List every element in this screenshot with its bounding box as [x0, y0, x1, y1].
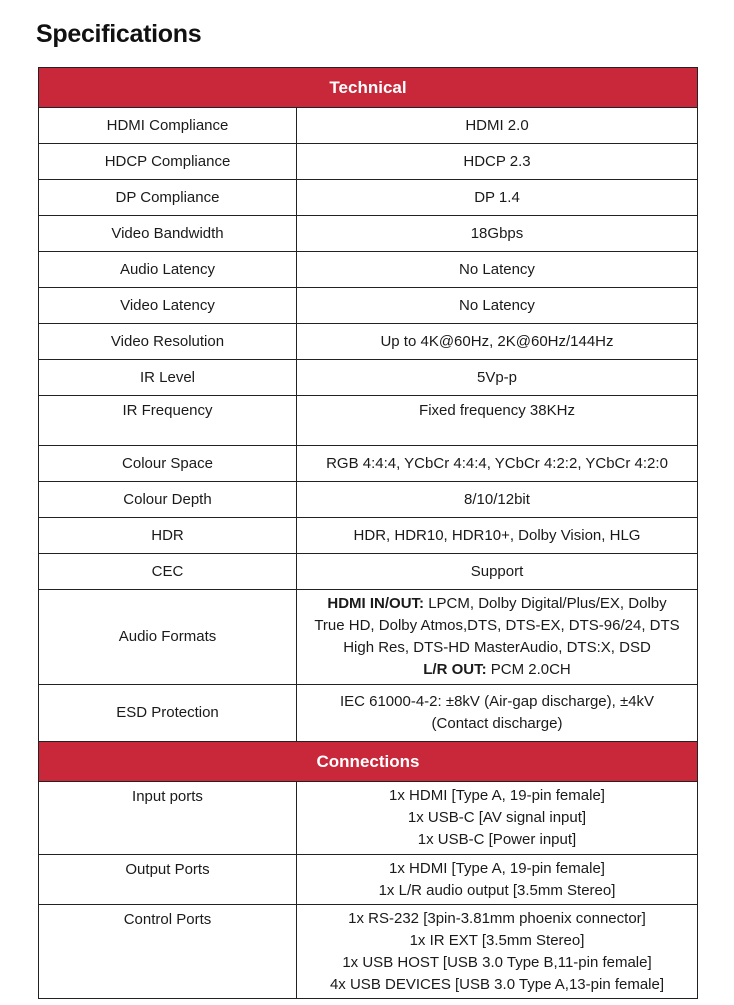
audio-formats-value	[297, 590, 698, 685]
spec-value: 18Gbps	[297, 216, 698, 252]
spec-label: Video Latency	[39, 288, 297, 324]
connections-section-header	[39, 742, 698, 782]
table-row	[39, 554, 698, 590]
spec-value: Support	[297, 554, 698, 590]
port-line: 1x USB HOST [USB 3.0 Type B,11-pin female]	[342, 953, 652, 971]
spec-label: HDR	[39, 518, 297, 554]
spec-value: Fixed frequency 38KHz	[297, 396, 698, 446]
port-line: 1x RS-232 [3pin-3.81mm phoenix connector]	[348, 909, 646, 927]
table-row-output-ports	[39, 855, 698, 905]
hdmi-formats-text: LPCM, Dolby Digital/Plus/EX, Dolby	[424, 595, 667, 612]
spec-label: Audio Latency	[39, 252, 297, 288]
spec-label: Colour Space	[39, 446, 297, 482]
control-ports-value	[297, 905, 698, 999]
table-row	[39, 446, 698, 482]
spec-label: Audio Formats	[39, 590, 297, 685]
spec-label: IR Frequency	[39, 396, 297, 446]
port-line: 1x USB-C [Power input]	[417, 831, 577, 848]
audio-formats-line: High Res, DTS-HD MasterAudio, DTS:X, DSD	[343, 639, 651, 656]
port-line: 1x L/R audio output [3.5mm Stereo]	[378, 881, 616, 899]
spec-label: Input ports	[39, 782, 297, 855]
port-line: 4x USB DEVICES [USB 3.0 Type A,13-pin female]	[329, 975, 665, 993]
audio-formats-line	[303, 659, 691, 681]
spec-value: HDCP 2.3	[297, 144, 698, 180]
table-row-input-ports	[39, 782, 698, 855]
table-row	[39, 482, 698, 518]
table-row-esd	[39, 685, 698, 742]
table-row-audio-formats	[39, 590, 698, 685]
spec-label: Control Ports	[39, 905, 297, 999]
audio-formats-line: True HD, Dolby Atmos,DTS, DTS-EX, DTS-96/24, DTS	[314, 617, 680, 634]
spec-label: Video Bandwidth	[39, 216, 297, 252]
input-ports-value	[297, 782, 698, 855]
spec-value: HDMI 2.0	[297, 108, 698, 144]
specifications-table	[38, 67, 698, 999]
output-ports-value	[297, 855, 698, 905]
table-row	[39, 518, 698, 554]
spec-value: Up to 4K@60Hz, 2K@60Hz/144Hz	[297, 324, 698, 360]
spec-label: DP Compliance	[39, 180, 297, 216]
table-row	[39, 360, 698, 396]
technical-section-header	[39, 68, 698, 108]
spec-value: 8/10/12bit	[297, 482, 698, 518]
spec-label: ESD Protection	[39, 685, 297, 742]
spec-label: Output Ports	[39, 855, 297, 905]
spec-value: No Latency	[297, 252, 698, 288]
esd-value	[297, 685, 698, 742]
port-line: 1x HDMI [Type A, 19-pin female]	[389, 859, 605, 877]
table-row	[39, 144, 698, 180]
connections-header-label: Connections	[39, 742, 698, 782]
spec-label: HDCP Compliance	[39, 144, 297, 180]
table-row-control-ports	[39, 905, 698, 999]
spec-value: No Latency	[297, 288, 698, 324]
spec-value: 5Vp-p	[297, 360, 698, 396]
port-line: 1x USB-C [AV signal input]	[407, 809, 587, 826]
port-line: 1x IR EXT [3.5mm Stereo]	[409, 931, 585, 949]
spec-label: CEC	[39, 554, 297, 590]
spec-label: Video Resolution	[39, 324, 297, 360]
spec-value: HDR, HDR10, HDR10+, Dolby Vision, HLG	[297, 518, 698, 554]
page-title: Specifications	[36, 20, 202, 48]
spec-value: DP 1.4	[297, 180, 698, 216]
audio-formats-line	[303, 593, 691, 615]
esd-line: IEC 61000-4-2: ±8kV (Air-gap discharge), ±4kV	[339, 693, 655, 710]
spec-label: IR Level	[39, 360, 297, 396]
table-row	[39, 252, 698, 288]
spec-label: HDMI Compliance	[39, 108, 297, 144]
table-row	[39, 324, 698, 360]
technical-header-label: Technical	[39, 68, 698, 108]
lr-out-text: PCM 2.0CH	[486, 661, 571, 678]
table-row	[39, 216, 698, 252]
table-row	[39, 288, 698, 324]
table-row	[39, 108, 698, 144]
spec-label: Colour Depth	[39, 482, 297, 518]
hdmi-in-out-label: HDMI IN/OUT:	[327, 595, 425, 612]
esd-line: (Contact discharge)	[431, 715, 563, 732]
table-row	[39, 396, 698, 446]
lr-out-label: L/R OUT:	[423, 661, 487, 678]
table-row	[39, 180, 698, 216]
port-line: 1x HDMI [Type A, 19-pin female]	[389, 787, 605, 804]
spec-value: RGB 4:4:4, YCbCr 4:4:4, YCbCr 4:2:2, YCbCr 4:2:0	[297, 446, 698, 482]
